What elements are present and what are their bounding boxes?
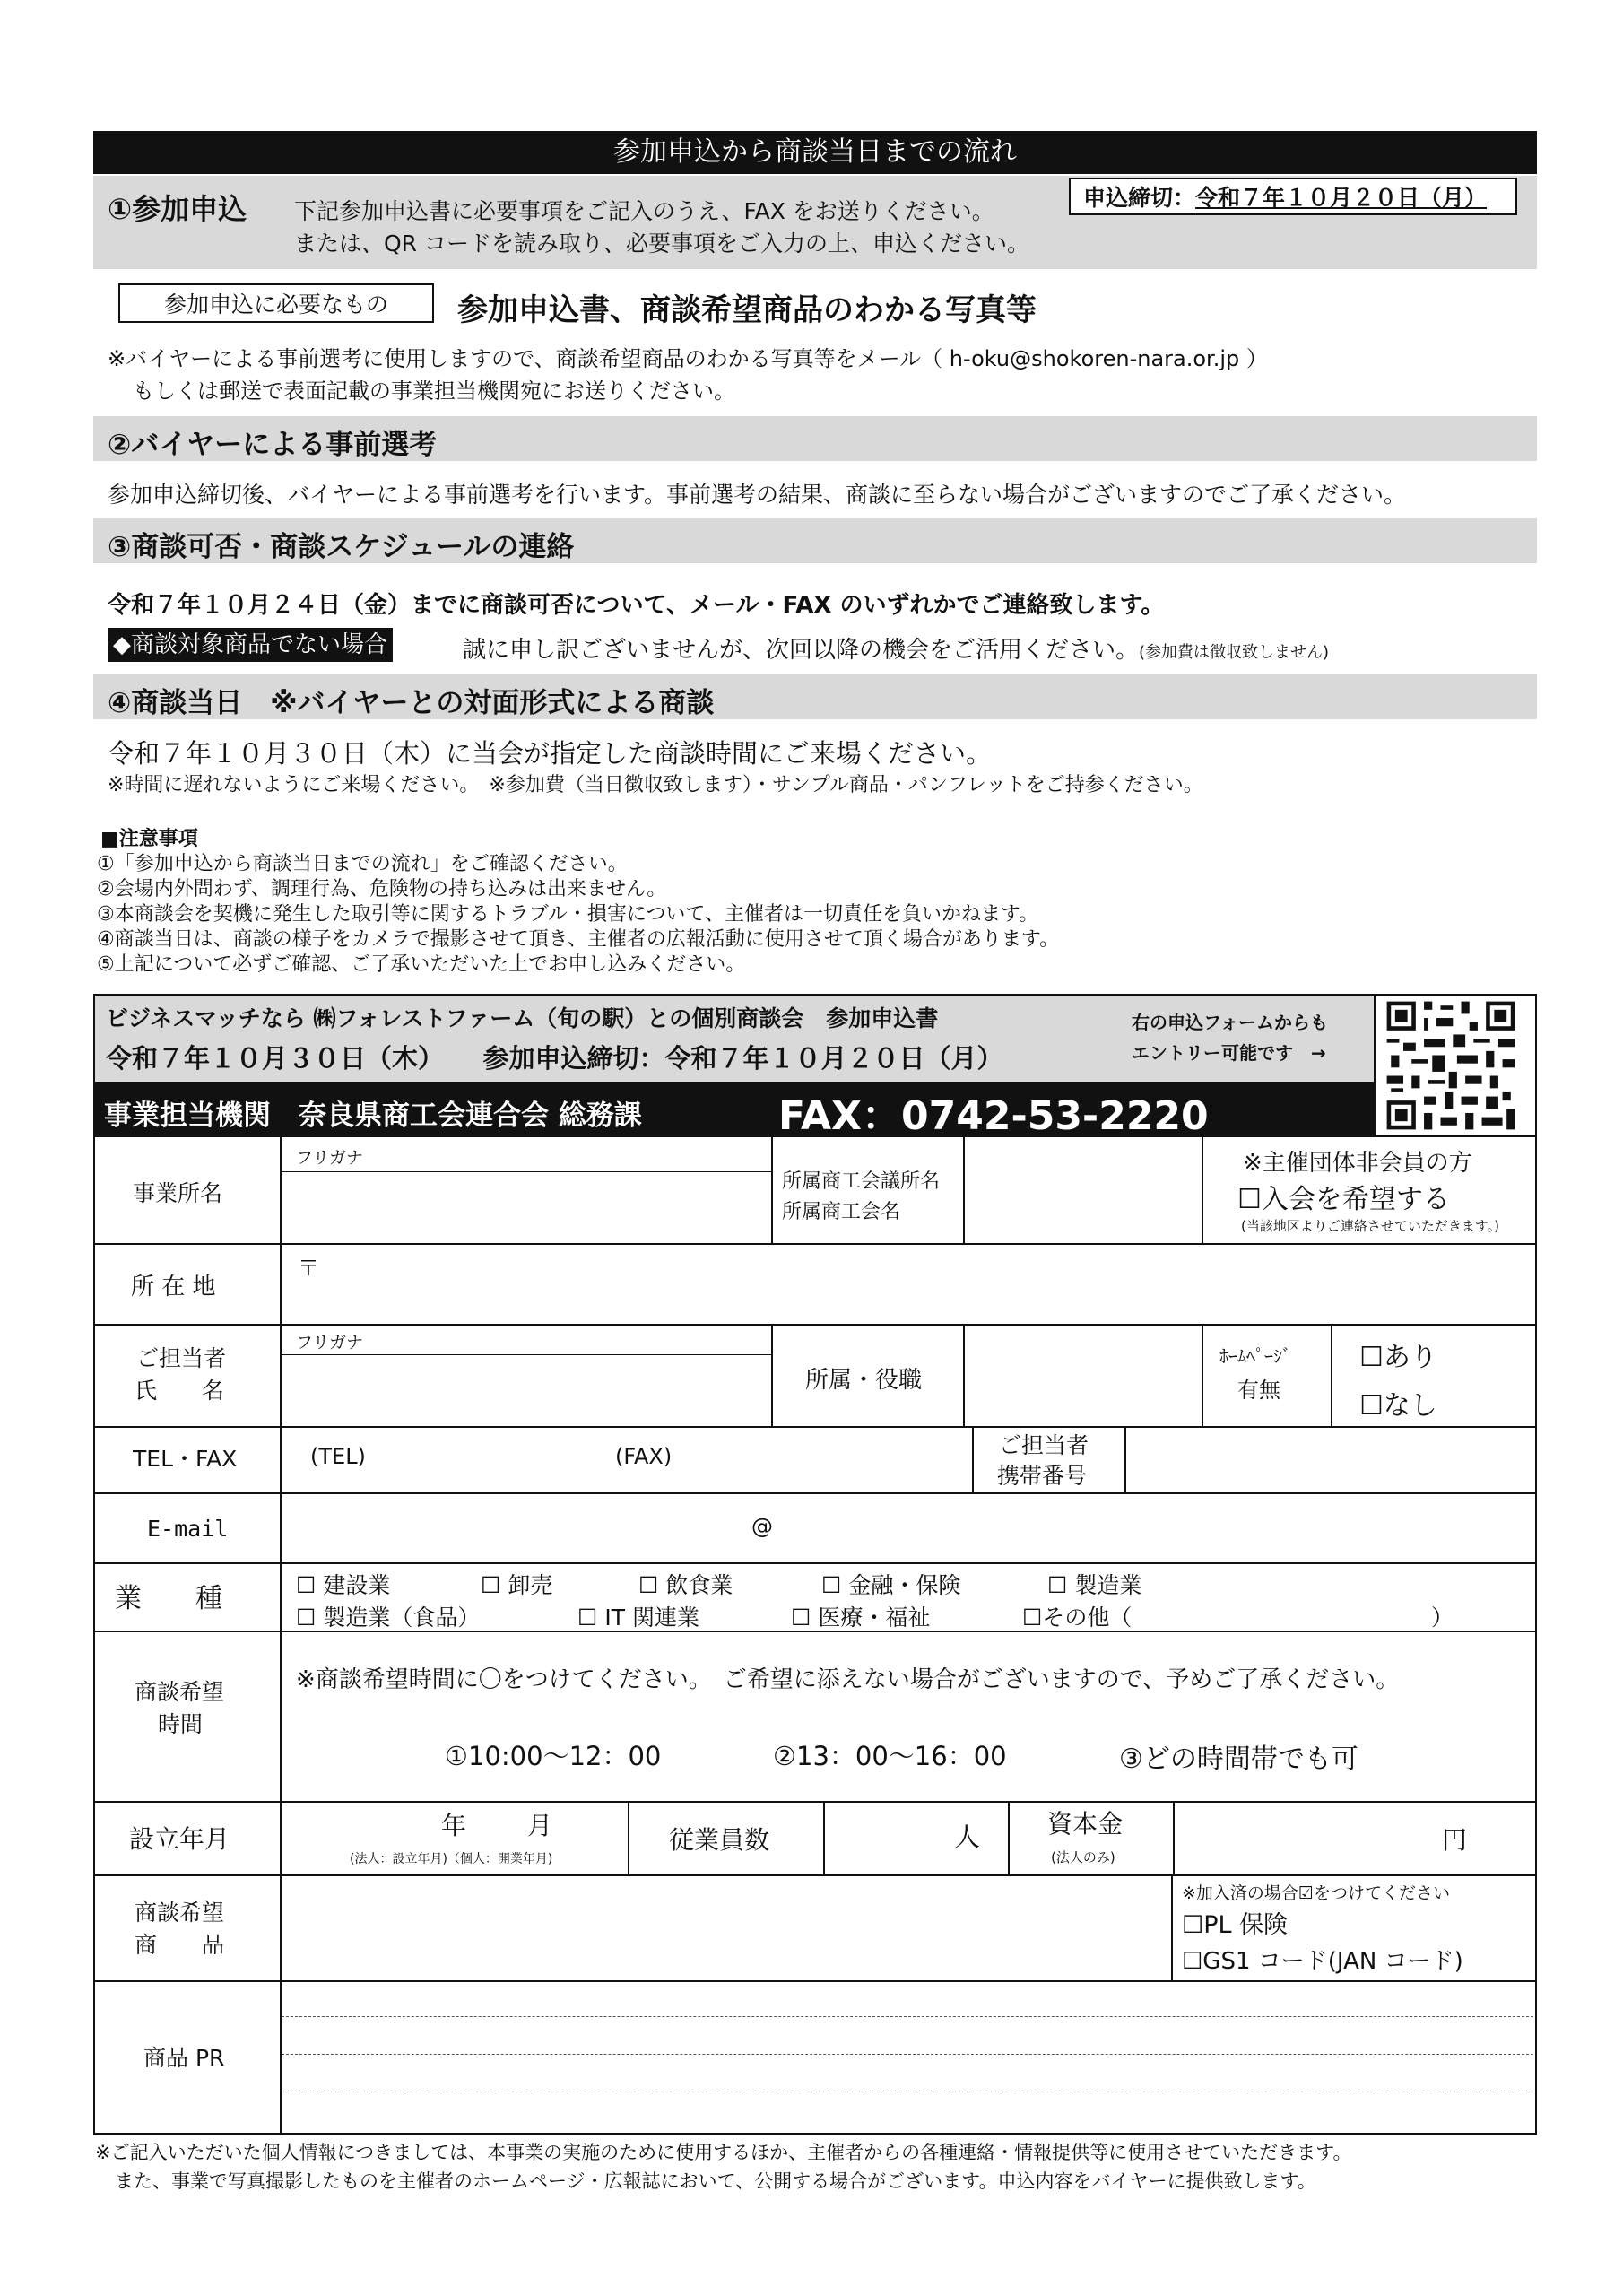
founded-note: (法人：設立年月)（個人：開業年月) [350,1852,553,1866]
required-note1: ※バイヤーによる事前選考に使用しますので、商談希望商品のわかる写真等をメール（ h-oku@shokoren-nara.or.jp ） [108,346,1268,371]
time-option-2[interactable]: ②13：00～16：00 [773,1741,1007,1771]
caution-item: ①「参加申込から商談当日までの流れ」をご確認ください。 [97,853,628,875]
required-label-box: 参加申込に必要なもの [118,283,434,323]
footer-line2: また、事業で写真撮影したものを主催者のホームページ・広報誌において、公開する場合がございます。申込内容をバイヤーに提供致します。 [115,2170,1316,2192]
agency-name: 事業担当機関 奈良県商工会連合会 総務課 [104,1100,642,1132]
furigana-label: フリガナ [296,1148,364,1168]
flow-title: 参加申込から商談当日までの流れ [613,136,1017,168]
fax-label: (FAX) [615,1444,673,1469]
capital-label: 資本金 [1047,1809,1124,1839]
business-name-label: 事業所名 [133,1180,223,1206]
postal-mark: 〒 [298,1256,319,1281]
required-value: 参加申込書、商談希望商品のわかる写真等 [457,292,1037,328]
email-label: E-mail [147,1516,229,1542]
qr-note2: エントリー可能です → [1132,1042,1326,1064]
step4-note: ※時間に遅れないようにご来場ください。 ※参加費（当日徴収致します）・サンプル商品・パンフレットをご持参ください。 [108,774,1203,796]
email-input[interactable] [282,1494,1533,1561]
industry-wholesale[interactable]: ☐ 卸売 [481,1572,553,1598]
contact-label-1: ご担当者 [136,1345,227,1371]
step3-heading: ③商談可否・商談スケジュールの連絡 [108,531,575,563]
capital-input[interactable] [1175,1803,1435,1873]
deadline-box [1069,178,1517,215]
industry-other[interactable]: ☐その他（ [1022,1605,1133,1631]
founded-label: 設立年月 [129,1824,230,1854]
step3-tag-note: (参加費は徴収致しません) [1139,643,1330,662]
chamber-input[interactable] [965,1137,1200,1241]
contact-name-input[interactable] [282,1356,769,1424]
time-option-1[interactable]: ①10:00～12：00 [445,1741,662,1771]
gs1-code-checkbox[interactable]: ☐GS1 コード(JAN コード) [1182,1948,1463,1975]
email-at: @ [751,1514,773,1539]
contact-label-2: 氏 名 [135,1378,225,1404]
position-input[interactable] [965,1326,1200,1424]
founded-year: 年 [441,1811,467,1840]
chamber-label-1: 所属商工会議所名 [782,1170,941,1193]
industry-medical[interactable]: ☐ 医療・福祉 [791,1605,931,1631]
step3-tag: ◆商談対象商品でない場合 [108,628,393,662]
founded-input[interactable] [282,1803,626,1846]
product-input[interactable] [282,1876,1169,1979]
pl-insurance-checkbox[interactable]: ☐PL 保険 [1182,1911,1289,1939]
position-label: 所属・役職 [805,1367,923,1394]
industry-food-manufacturing[interactable]: ☐ 製造業（食品） [296,1605,481,1631]
qr-code-icon[interactable] [1379,997,1523,1134]
caution-item: ②会場内外問わず、調理行為、危険物の持ち込みは出来ません。 [97,878,667,900]
step3-tag-text [463,631,1329,665]
product-label-2: 商 品 [135,1932,225,1958]
industry-construction[interactable]: ☐ 建設業 [296,1572,391,1598]
step1-line2: または、QR コードを読み取り、必要事項をご入力の上、申込ください。 [294,230,1029,257]
fax-input[interactable] [681,1428,968,1491]
furigana-label-2: フリガナ [296,1333,364,1352]
employees-input[interactable] [825,1803,959,1873]
caution-item: ④商談当日は、商談の様子をカメラで撮影させて頂き、主催者の広報活動に使用させて頂く場合があります。 [97,928,1060,951]
footer-line1: ※ご記入いただいた個人情報につきましては、本事業の実施のために使用するほか、主催者からの各種連絡・情報提供等に使用させていただきます。 [95,2142,1352,2163]
mobile-input[interactable] [1126,1428,1533,1491]
product-label-1: 商談希望 [135,1900,225,1926]
homepage-label-2: 有無 [1237,1378,1280,1403]
step4-heading: ④商談当日 ※バイヤーとの対面形式による商談 [108,687,715,719]
chamber-label-2: 所属商工会名 [782,1201,901,1223]
address-label: 所 在 地 [131,1274,216,1300]
homepage-no-checkbox[interactable]: ☐なし [1359,1390,1437,1422]
deadline-value: 令和７年１０月２０日（月） [1195,185,1488,211]
industry-it[interactable]: ☐ IT 関連業 [577,1605,699,1631]
tel-input[interactable] [377,1428,610,1491]
form-header-line2: 令和７年１０月３０日（木） 参加申込締切：令和７年１０月２０日（月） [106,1043,1003,1074]
mobile-label-2: 携帯番号 [997,1463,1088,1489]
homepage-yes-checkbox[interactable]: ☐あり [1359,1342,1437,1373]
step2-heading: ②バイヤーによる事前選考 [108,429,438,461]
employees-label: 従業員数 [669,1825,770,1855]
join-checkbox[interactable]: ☐入会を希望する [1237,1184,1450,1215]
step3-tag-message: 誠に申し訳ございませんが、次回以降の機会をご活用ください。 [463,637,1140,664]
cautions-title: ■注意事項 [100,828,198,850]
telfax-label: TEL・FAX [133,1446,238,1472]
product-pr-input[interactable] [282,1982,1533,2131]
step3-text: 令和７年１０月２４日（金）までに商談可否について、メール・FAX のいずれかでご連絡致します。 [108,592,1165,619]
mobile-label-1: ご担当者 [999,1432,1089,1458]
business-name-input[interactable] [282,1173,769,1241]
industry-label: 業 種 [115,1583,222,1614]
capital-note: (法人のみ) [1051,1849,1115,1866]
deadline-label: 申込締切： [1083,185,1196,211]
time-label-2: 時間 [158,1711,204,1737]
form-header-line1: ビジネスマッチなら ㈱フォレストファーム（旬の駅）との個別商談会 参加申込書 [106,1005,939,1031]
industry-other-close: ） [1431,1605,1454,1631]
industry-finance[interactable]: ☐ 金融・保険 [821,1572,961,1598]
required-note2: もしくは郵送で表面記載の事業担当機関宛にお送りください。 [133,378,735,404]
step1-heading: ①参加申込 [108,192,247,226]
nonmember-note: ※主催団体非会員の方 [1243,1150,1472,1177]
founded-month: 月 [527,1811,553,1840]
industry-manufacturing[interactable]: ☐ 製造業 [1047,1572,1142,1598]
join-note: (当該地区よりご連絡させていただきます。) [1241,1218,1500,1234]
time-note: ※商談希望時間に〇をつけてください。 ご希望に添えない場合がございますので、予めご了承ください。 [296,1666,1400,1693]
employees-unit: 人 [954,1822,981,1852]
homepage-label-1: ﾎｰﾑﾍﾟｰｼﾞ [1219,1345,1291,1367]
capital-unit: 円 [1442,1825,1468,1855]
agency-fax: FAX：0742-53-2220 [778,1093,1209,1139]
caution-item: ③本商談会を契機に発生した取引等に関するトラブル・損害について、主催者は一切責任を負いかねます。 [97,903,1039,926]
check-note: ※加入済の場合☑をつけてください [1182,1883,1450,1903]
qr-note1: 右の申込フォームからも [1132,1012,1328,1033]
flow-title-bar [93,131,1537,174]
step1-line1: 下記参加申込書に必要事項をご記入のうえ、FAX をお送りください。 [294,198,994,224]
step4-text: 令和７年１０月３０日（木）に当会が指定した商談時間にご来場ください。 [108,738,993,769]
address-input[interactable] [282,1245,1533,1322]
caution-item: ⑤上記について必ずご確認、ご了承いただいた上でお申し込みください。 [97,953,746,976]
time-option-3[interactable]: ③どの時間帯でも可 [1119,1744,1358,1775]
industry-restaurant[interactable]: ☐ 飲食業 [638,1572,733,1598]
product-pr-label: 商品 PR [143,2045,225,2071]
step2-text: 参加申込締切後、バイヤーによる事前選考を行います。事前選考の結果、商談に至らない場合がございますのでご了承ください。 [108,482,1407,508]
time-label-1: 商談希望 [135,1679,225,1705]
tel-label: (TEL) [310,1444,366,1469]
